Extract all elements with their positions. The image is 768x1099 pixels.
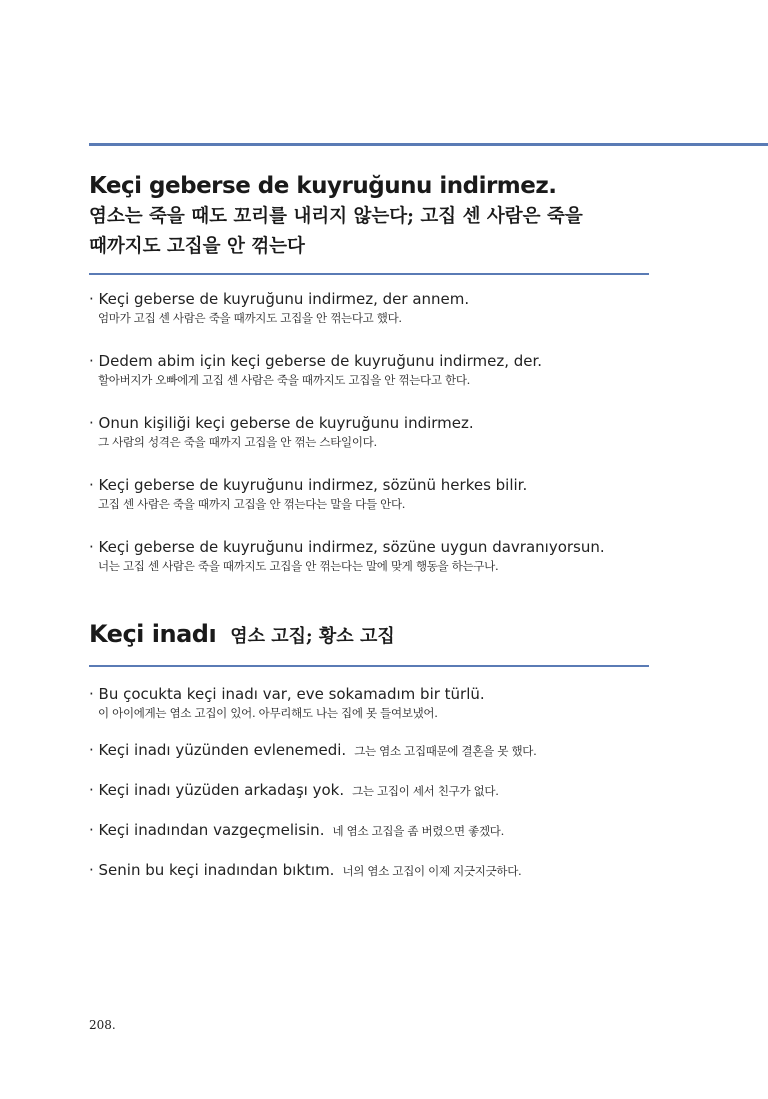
idiom-title-korean-line-2: 때까지도 고집을 안 꺾는다 xyxy=(89,236,305,257)
example-item xyxy=(89,475,649,537)
example-korean: 그 사람의 성격은 죽을 때까지 고집을 안 꺾는 스타일이다. xyxy=(98,434,377,449)
section-divider xyxy=(89,273,649,275)
example-turkish: · Onun kişiliği keçi geberse de kuyruğunu indirmez. xyxy=(89,413,474,432)
example-korean: 고집 센 사람은 죽을 때까지 고집을 안 꺾는다는 말을 다들 안다. xyxy=(98,496,406,511)
example-item xyxy=(89,740,649,780)
example-item xyxy=(89,780,649,820)
idiom-section-keci-geberse xyxy=(89,172,649,599)
example-item xyxy=(89,684,649,740)
example-item xyxy=(89,289,649,351)
example-korean: 엄마가 고집 센 사람은 죽을 때까지도 고집을 안 꺾는다고 했다. xyxy=(98,310,402,325)
example-line xyxy=(89,820,649,841)
example-turkish: · Keçi geberse de kuyruğunu indirmez, sözüne uygun davranıyorsun. xyxy=(89,537,605,556)
example-turkish: · Keçi inadından vazgeçmelisin. xyxy=(89,820,325,839)
example-turkish: · Keçi inadı yüzüden arkadaşı yok. xyxy=(89,780,345,799)
example-item xyxy=(89,820,649,860)
example-korean: 그는 염소 고집때문에 결혼을 못 했다. xyxy=(354,743,537,758)
example-turkish: · Bu çocukta keçi inadı var, eve sokamadım bir türlü. xyxy=(89,684,485,703)
example-list xyxy=(89,684,649,900)
example-korean: 할아버지가 오빠에게 고집 센 사람은 죽을 때까지도 고집을 안 꺾는다고 한다. xyxy=(98,372,470,387)
example-item xyxy=(89,537,649,599)
idiom-title-korean-line-1: 염소는 죽을 때도 꼬리를 내리지 않는다; 고집 센 사람은 죽을 xyxy=(89,206,583,227)
example-korean: 네 염소 고집을 좀 버렸으면 좋겠다. xyxy=(332,823,504,838)
example-turkish: · Keçi inadı yüzünden evlenemedi. xyxy=(89,740,347,759)
example-line xyxy=(89,740,649,761)
example-turkish: · Keçi geberse de kuyruğunu indirmez, sözünü herkes bilir. xyxy=(89,475,528,494)
top-rule xyxy=(89,143,768,146)
example-korean: 너의 염소 고집이 이제 지긋지긋하다. xyxy=(342,863,522,878)
idiom-title-korean: 염소 고집; 황소 고집 xyxy=(230,626,395,647)
section-divider xyxy=(89,665,649,667)
example-line xyxy=(89,780,649,801)
example-korean: 너는 고집 센 사람은 죽을 때까지도 고집을 안 꺾는다는 말에 맞게 행동을 하는구나. xyxy=(98,558,499,573)
example-item xyxy=(89,860,649,900)
example-line xyxy=(89,860,649,881)
example-turkish: · Senin bu keçi inadından bıktım. xyxy=(89,860,335,879)
example-list xyxy=(89,289,649,599)
idiom-section-keci-inadi xyxy=(89,620,649,900)
example-turkish: · Dedem abim için keçi geberse de kuyruğunu indirmez, der. xyxy=(89,351,543,370)
example-korean: 그는 고집이 세서 친구가 없다. xyxy=(352,783,499,798)
example-korean: 이 아이에게는 염소 고집이 있어. 아무리해도 나는 집에 못 들여보냈어. xyxy=(98,705,438,720)
idiom-title-turkish: Keçi geberse de kuyruğunu indirmez. xyxy=(89,173,557,199)
idiom-title-turkish: Keçi inadı xyxy=(89,620,217,648)
idiom-heading xyxy=(89,620,649,654)
example-item xyxy=(89,413,649,475)
example-item xyxy=(89,351,649,413)
page-number: 208. xyxy=(89,1018,116,1032)
example-turkish: · Keçi geberse de kuyruğunu indirmez, der annem. xyxy=(89,289,470,308)
idiom-title-korean xyxy=(89,202,649,262)
